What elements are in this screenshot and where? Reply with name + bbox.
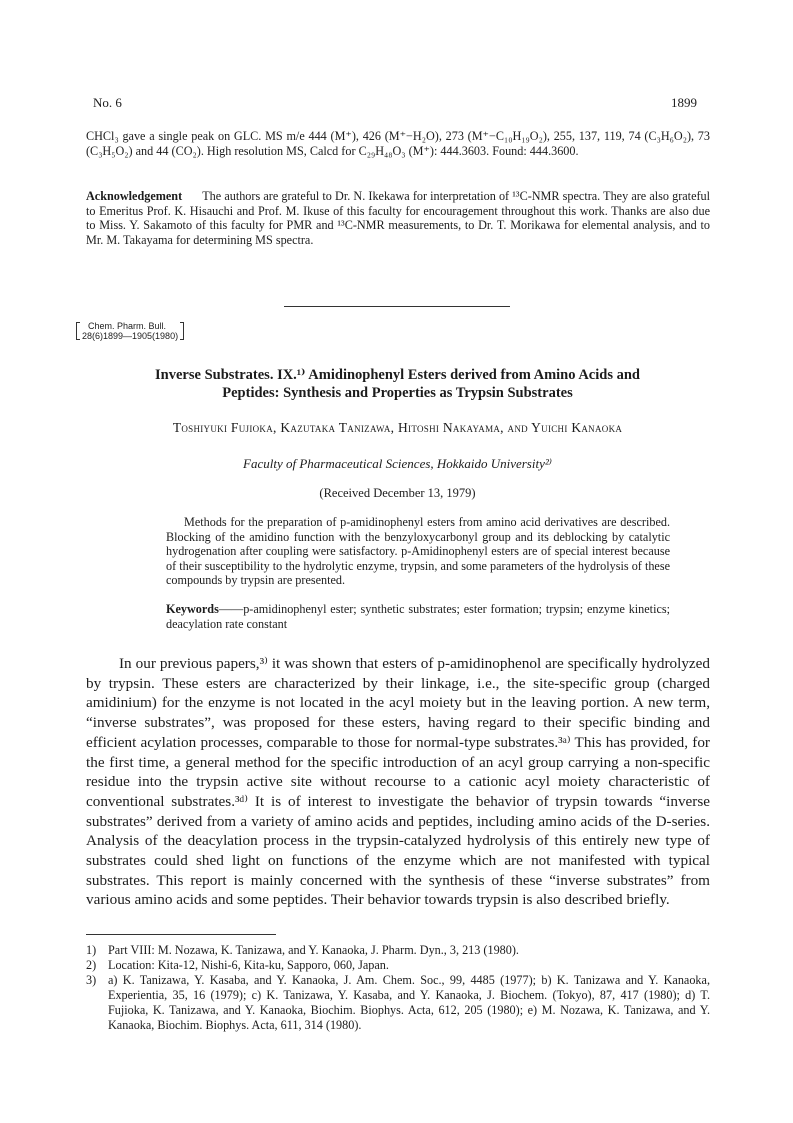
- footnote-number: 3): [86, 973, 97, 987]
- received-date: (Received December 13, 1979): [319, 486, 476, 500]
- acknowledgement: [86, 189, 710, 247]
- footnote-text: a) K. Tanizawa, Y. Kasaba, and Y. Kanaoka, J. Am. Chem. Soc., 99, 4485 (1977); b) K. Tanizawa and Y. Kanaoka, Experientia, 35, 16 (1979); c) K. Tanizawa, Y. Kasaba, and Y. Kanaoka, J. Biochem. (Tokyo), 87, 417 (1980); d) T. Fujioka, K. Tanizawa, and Y. Kanaoka, Biochim. Biophys. Acta, 612, 205 (1980); e) M. Nozawa, K. Tanizawa, and Y. Kanaoka, Biochim. Biophys. Acta, 611, 314 (1980).: [108, 973, 710, 1032]
- abstract: Methods for the preparation of p-amidinophenyl esters from amino acid derivatives are described. Blocking of the amidino function with the benzyloxycarbonyl group and its deblocking by catalytic hydrogenation after coupling were satisfactory. p-Amidinophenyl esters are of special interest because of their susceptibility to the hydrolytic enzyme, trypsin, and some parameters of the hydrolysis of these compounds by trypsin are presented.: [166, 515, 670, 588]
- footnotes: [86, 943, 710, 1033]
- keywords-label: Keywords: [166, 602, 219, 616]
- affiliation: Faculty of Pharmaceutical Sciences, Hokkaido University²⁾: [243, 456, 552, 471]
- article-title-line1: Inverse Substrates. IX.¹⁾ Amidinophenyl Esters derived from Amino Acids and: [155, 367, 640, 383]
- authors: Toshiyuki Fujioka, Kazutaka Tanizawa, Hitoshi Nakayama, and Yuichi Kanaoka: [172, 420, 623, 435]
- footnote-text: Part VIII: M. Nozawa, K. Tanizawa, and Y. Kanaoka, J. Pharm. Dyn., 3, 213 (1980).: [108, 943, 519, 957]
- journal-name: Chem. Pharm. Bull.: [88, 321, 167, 331]
- footnote-1: [86, 943, 710, 958]
- top-paragraph: CHCl₃ gave a single peak on GLC. MS m/e 444 (M⁺), 426 (M⁺−H₂O), 273 (M⁺−C₁₀H₁₉O₂), 255, 137, 119, 74 (C₃H₆O₂), 73 (C₃H₅O₂) and 44 (CO₂). High resolution MS, Calcd for C₂₉H₄₈O₃ (M⁺): 444.3603. Found: 444.3600.: [86, 129, 710, 158]
- footnote-divider: [86, 934, 276, 935]
- footnote-2: [86, 958, 710, 973]
- acknowledgement-heading: Acknowledgement: [86, 189, 183, 203]
- article-title-line2: Peptides: Synthesis and Properties as Trypsin Substrates: [222, 385, 573, 401]
- acknowledgement-text: The authors are grateful to Dr. N. Ikekawa for interpretation of ¹³C-NMR spectra. They are also grateful to Emeritus Prof. K. Hisauchi and Prof. M. Ikuse of this faculty for encouragement throughout this work. Thanks are also due to Miss. Y. Sakamoto of this faculty for PMR and ¹³C-NMR measurements, to Dr. T. Morikawa for elemental analysis, and to Mr. M. Takayama for determining MS spectra.: [86, 189, 711, 247]
- footnote-3: [86, 973, 710, 1033]
- footnote-number: 2): [86, 958, 97, 972]
- journal-volume: 28(6)1899—1905(1980): [82, 331, 179, 341]
- footnote-number: 1): [86, 943, 97, 957]
- page-number: 1899: [671, 95, 697, 110]
- keywords: [166, 602, 670, 631]
- page-number-issue: No. 6: [93, 95, 122, 110]
- body-paragraph: In our previous papers,³⁾ it was shown that esters of p-amidinophenol are specifically hydrolyzed by trypsin. These esters are characterized by their linkage, i.e., the site-specific group (charged amidinium) for the enzyme is not located in the acyl moiety but in the leaving portion. A new term, “inverse substrates”, was proposed for these esters, having regard to their specific binding and efficient acylation processes, comparable to those for normal-type substrates.³ᵃ⁾ This has provided, for the first time, a general method for the specific introduction of an acyl group carrying a non-specific residue into the trypsin active site without recourse to a cationic acyl moiety characteristic of conventional substrates.³ᵈ⁾ It is of interest to investigate the behavior of trypsin towards “inverse substrates” derived from a variety of amino acids and peptides, including amino acids of the D-series. Analysis of the deacylation process in the trypsin-catalyzed hydrolysis of this entirely new type of substrates could shed light on functions of the enzyme which are not manifested with typical substrates. This report is mainly concerned with the synthesis of these “inverse substrates” from various amino acids and some peptides. Their behavior towards trypsin is also described briefly.: [86, 655, 710, 909]
- body-text: [86, 654, 710, 910]
- journal-reference: [76, 321, 184, 341]
- section-divider: [284, 306, 510, 307]
- footnote-text: Location: Kita-12, Nishi-6, Kita-ku, Sapporo, 060, Japan.: [108, 958, 389, 972]
- keywords-text: ——p-amidinophenyl ester; synthetic substrates; ester formation; trypsin; enzyme kinetics; deacylation rate constant: [166, 602, 670, 631]
- article-title: [110, 366, 685, 402]
